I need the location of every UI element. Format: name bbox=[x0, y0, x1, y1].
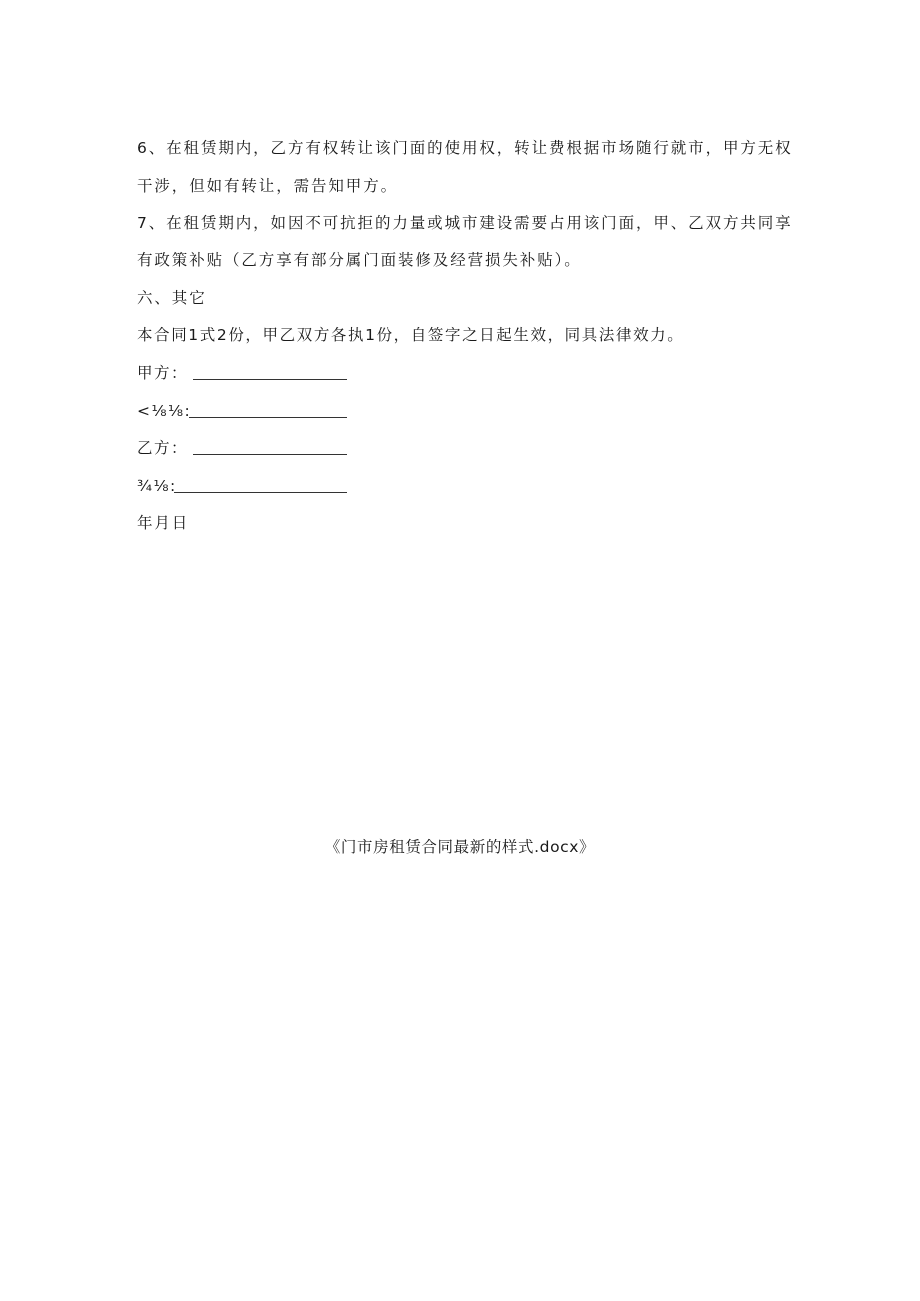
copies-clause: 本合同1式2份，甲乙双方各执1份，自签字之日起生效，同具法律效力。 bbox=[137, 326, 685, 344]
paragraph-7-line-2: 有政策补贴（乙方享有部分属门面装修及经营损失补贴）。 bbox=[137, 251, 582, 269]
signature-party-b-rep bbox=[137, 476, 177, 496]
signature-blank-line bbox=[193, 454, 347, 455]
signature-label: 甲方： bbox=[137, 364, 189, 382]
signature-blank-line bbox=[189, 417, 347, 418]
signature-party-b bbox=[137, 438, 188, 458]
signature-label: 乙方： bbox=[137, 439, 189, 457]
signature-party-a bbox=[137, 363, 188, 383]
signature-label: <⅛⅛: bbox=[137, 402, 192, 420]
paragraph-6-line-1: 6、在租赁期内，乙方有权转让该门面的使用权，转让费根据市场随行就市，甲方无权 bbox=[137, 139, 793, 157]
signature-blank-line bbox=[193, 379, 347, 380]
paragraph-6-line-2: 干涉，但如有转让，需告知甲方。 bbox=[137, 177, 399, 195]
paragraph-7-line-1: 7、在租赁期内，如因不可抗拒的力量或城市建设需要占用该门面，甲、乙双方共同享 bbox=[137, 214, 793, 232]
signature-label: ¾⅛: bbox=[137, 477, 177, 495]
signature-blank-line bbox=[174, 492, 347, 493]
date-line: 年月日 bbox=[137, 514, 190, 532]
document-footer-title: 《门市房租赁合同最新的样式.docx》 bbox=[324, 838, 596, 856]
signature-party-a-rep bbox=[137, 401, 191, 421]
section-heading-other: 六、其它 bbox=[137, 289, 207, 307]
